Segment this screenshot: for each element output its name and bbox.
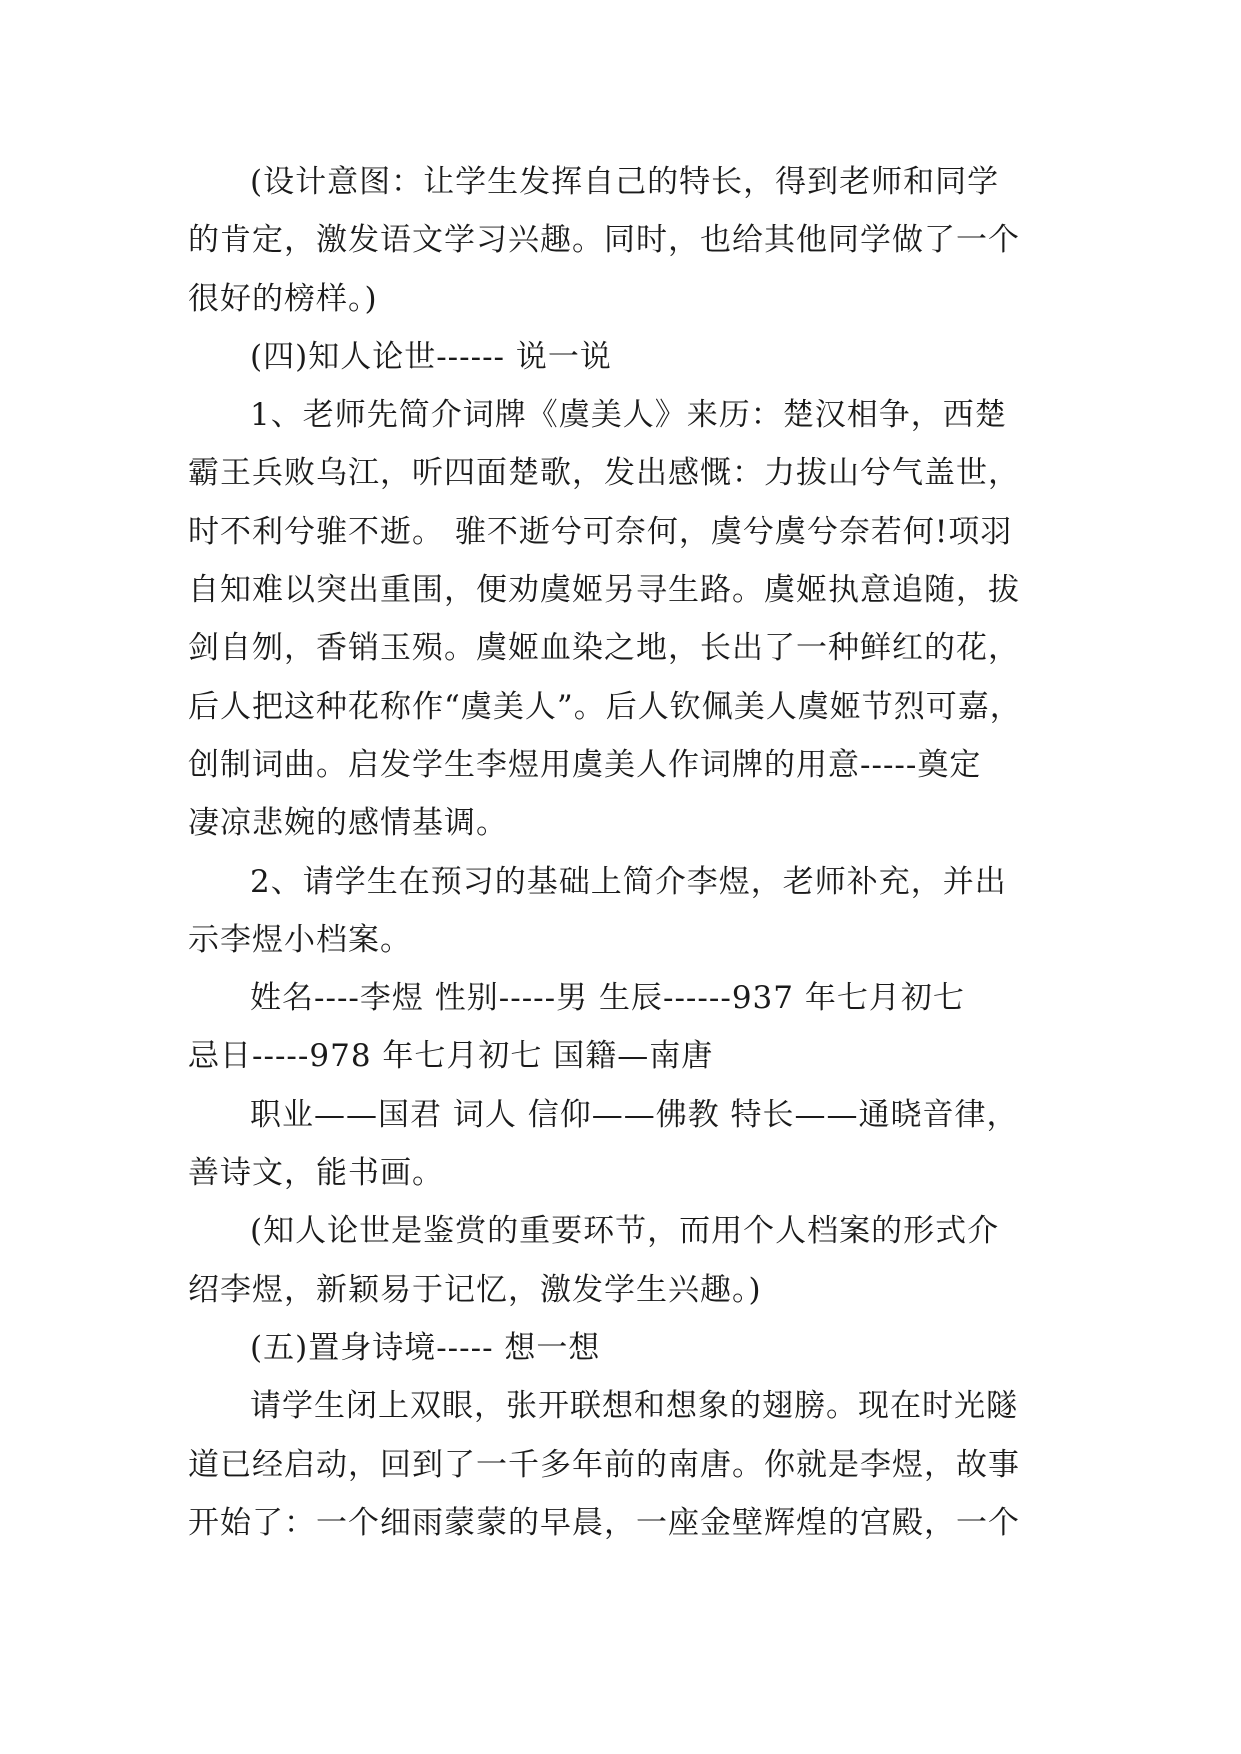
text-line: 职业——国君 词人 信仰——佛教 特长——通晓音律， [250, 1096, 1019, 1133]
text-line: 请学生闭上双眼，张开联想和想象的翅膀。现在时光隧 [250, 1388, 1018, 1425]
text-line: 开始了：一个细雨蒙蒙的早晨，一座金壁辉煌的宫殿，一个 [188, 1504, 1020, 1541]
text-line: 的肯定，激发语文学习兴趣。同时，也给其他同学做了一个 [188, 222, 1020, 259]
text-line: 忌日-----978 年七月初七 国籍—南唐 [188, 1038, 714, 1075]
text-line: (五)置身诗境----- 想一想 [250, 1329, 601, 1366]
text-line: (设计意图：让学生发挥自己的特长，得到老师和同学 [250, 164, 1000, 200]
text-line: 示李煜小档案。 [188, 921, 412, 958]
text-line: (知人论世是鉴赏的重要环节，而用个人档案的形式介 [250, 1213, 1000, 1250]
text-line: 创制词曲。启发学生李煜用虞美人作词牌的用意-----奠定 [188, 746, 982, 783]
text-line: 自知难以突出重围，便劝虞姬另寻生路。虞姬执意追随，拔 [188, 572, 1020, 609]
document-body [188, 153, 1058, 1552]
text-line: 2、请学生在预习的基础上简介李煜，老师补充，并出 [250, 863, 1007, 900]
text-line: 时不利兮骓不逝。 骓不逝兮可奈何，虞兮虞兮奈若何!项羽 [188, 513, 1013, 550]
text-line: 1、老师先简介词牌《虞美人》来历：楚汉相争，西楚 [250, 397, 1007, 434]
text-line: 凄凉悲婉的感情基调。 [188, 805, 508, 842]
text-line: 姓名----李煜 性别-----男 生辰------937 年七月初七 [250, 980, 965, 1017]
text-line: 道已经启动，回到了一千多年前的南唐。你就是李煜，故事 [188, 1446, 1020, 1483]
text-line: 霸王兵败乌江，听四面楚歌，发出感慨：力拔山兮气盖世， [188, 455, 1020, 492]
text-line: (四)知人论世------ 说一说 [250, 338, 612, 375]
text-line: 后人把这种花称作“虞美人”。后人钦佩美人虞姬节烈可嘉， [188, 688, 1022, 725]
text-line: 善诗文，能书画。 [188, 1155, 444, 1192]
text-line: 很好的榜样。) [188, 280, 378, 317]
text-line: 剑自刎，香销玉殒。虞姬血染之地，长出了一种鲜红的花， [188, 630, 1020, 667]
text-line: 绍李煜，新颖易于记忆，激发学生兴趣。) [188, 1271, 762, 1308]
